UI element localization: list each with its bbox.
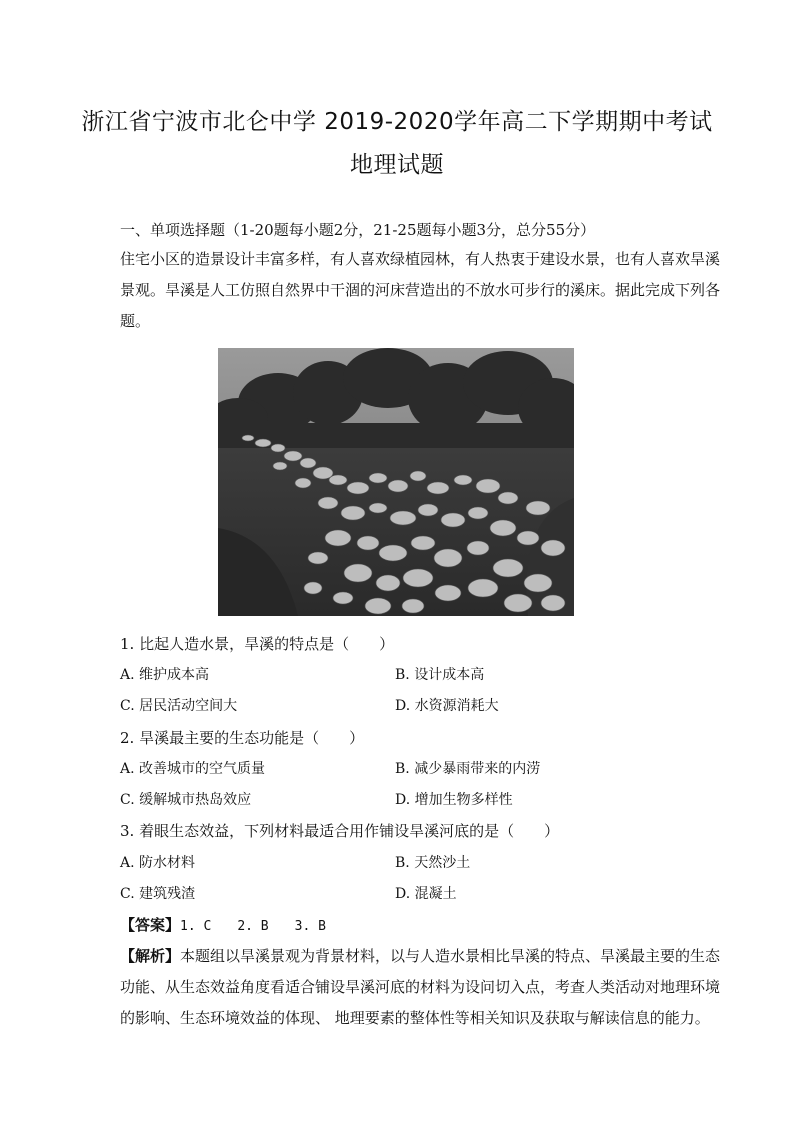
answer-label: 【答案】 <box>120 916 181 934</box>
option-b: B. 减少暴雨带来的内涝 <box>395 761 541 777</box>
section-header: 一、单项选择题（1-20题每小题2分，21-25题每小题3分，总分55分） <box>120 221 596 239</box>
option-a: A. 改善城市的空气质量 <box>120 761 266 777</box>
option-c: C. 缓解城市热岛效应 <box>120 792 252 808</box>
analysis-line: 功能、从生态效益角度看适合铺设旱溪河底的材料为设问切入点，考查人类活动对地理环境 <box>120 978 721 996</box>
exam-title: 浙江省宁波市北仑中学 2019-2020学年高二下学期期中考试 <box>81 109 713 135</box>
analysis-line: 的影响、生态环境效益的体现、 地理要素的整体性等相关知识及获取与解读信息的能力。 <box>120 1009 710 1027</box>
option-a: A. 维护成本高 <box>120 667 210 683</box>
intro-line: 题。 <box>120 312 151 330</box>
option-d: D. 增加生物多样性 <box>395 792 513 808</box>
intro-line: 住宅小区的造景设计丰富多样，有人喜欢绿植园林，有人热衷于建设水景，也有人喜欢旱溪 <box>120 250 721 268</box>
answer-row <box>120 914 680 935</box>
option-c: C. 建筑残渣 <box>120 886 196 902</box>
option-a: A. 防水材料 <box>120 855 196 871</box>
question-stem: 3. 着眼生态效益，下列材料最适合用作铺设旱溪河底的是（ ） <box>120 822 560 840</box>
analysis-line <box>120 945 721 966</box>
exam-subject: 地理试题 <box>350 152 444 178</box>
option-c: C. 居民活动空间大 <box>120 698 238 714</box>
question-stem: 1. 比起人造水景，旱溪的特点是（ ） <box>120 635 395 653</box>
analysis-label: 【解析】 <box>120 947 181 965</box>
option-b: B. 天然沙土 <box>395 855 471 871</box>
analysis-text: 本题组以旱溪景观为背景材料，以与人造水景相比旱溪的特点、旱溪最主要的生态 <box>180 947 721 965</box>
question-stem: 2. 旱溪最主要的生态功能是（ ） <box>120 729 365 747</box>
option-b: B. 设计成本高 <box>395 667 485 683</box>
answer-text: 1. C 2. B 3. B <box>180 919 326 934</box>
intro-line: 景观。旱溪是人工仿照自然界中干涸的河床营造出的不放水可步行的溪床。据此完成下列各 <box>120 281 721 299</box>
option-d: D. 水资源消耗大 <box>395 698 499 714</box>
dry-creek-photo <box>218 348 574 616</box>
option-d: D. 混凝土 <box>395 886 457 902</box>
